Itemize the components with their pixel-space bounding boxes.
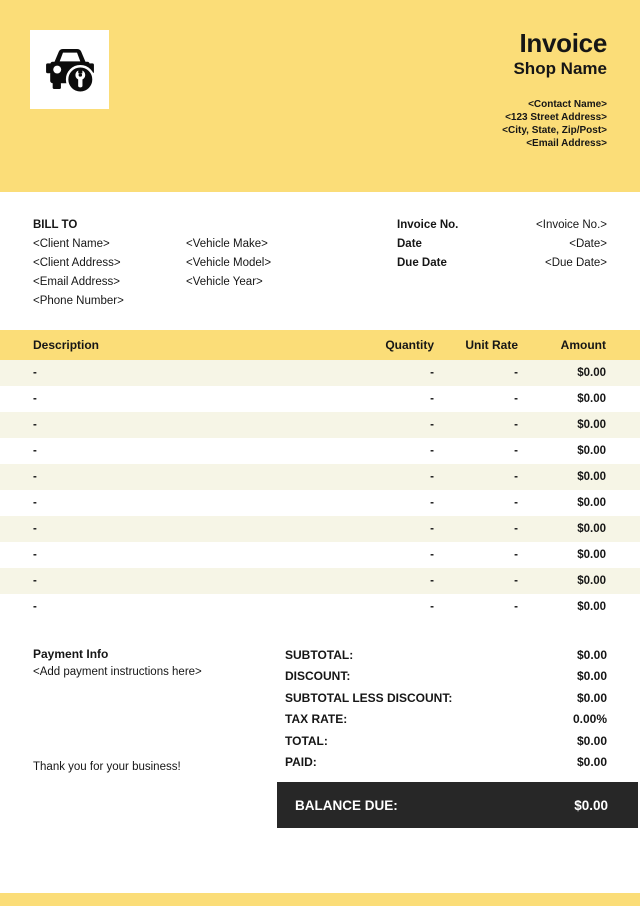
table-row (0, 464, 640, 490)
bill-to-section (0, 192, 640, 330)
invoice-date-label: Date (397, 238, 422, 250)
shop-name: Shop Name (513, 59, 607, 78)
total-value: $0.00 (576, 733, 607, 748)
item-unit-rate: - (514, 445, 518, 457)
item-description: - (33, 523, 37, 535)
item-description: - (33, 575, 37, 587)
subtotal-value: $0.00 (576, 647, 607, 662)
item-amount: $0.00 (577, 393, 606, 405)
subtotal-less-discount-row (285, 687, 607, 709)
paid-label: PAID: (285, 755, 317, 770)
invoice-header (0, 0, 640, 192)
invoice-date-row (397, 235, 607, 254)
item-description: - (33, 497, 37, 509)
vehicle-make-field: <Vehicle Make> (186, 238, 268, 250)
client-column (33, 216, 186, 330)
item-unit-rate: - (514, 523, 518, 535)
item-description: - (33, 419, 37, 431)
subtotal-label: SUBTOTAL: (285, 647, 354, 662)
item-amount: $0.00 (577, 549, 606, 561)
subtotal-less-discount-label: SUBTOTAL LESS DISCOUNT: (285, 690, 453, 705)
item-unit-rate: - (514, 497, 518, 509)
item-quantity: - (430, 601, 434, 613)
client-email-field: <Email Address> (33, 276, 120, 288)
item-amount: $0.00 (577, 523, 606, 535)
balance-due-value: $0.00 (574, 797, 608, 813)
shop-logo (30, 30, 109, 109)
due-date-label: Due Date (397, 257, 447, 269)
contact-name: <Contact Name> (528, 99, 607, 110)
table-row (0, 412, 640, 438)
item-quantity: - (430, 419, 434, 431)
tax-rate-row (285, 709, 607, 731)
item-amount: $0.00 (577, 445, 606, 457)
balance-due-label: BALANCE DUE: (295, 797, 398, 813)
item-amount: $0.00 (577, 497, 606, 509)
bill-to-label: BILL TO (33, 219, 78, 231)
thank-you-note: Thank you for your business! (33, 761, 181, 773)
header-text (502, 28, 607, 150)
subtotal-row (285, 644, 607, 666)
table-header-row (0, 330, 640, 360)
item-unit-rate: - (514, 601, 518, 613)
table-row (0, 594, 640, 620)
item-quantity: - (430, 471, 434, 483)
invoice-meta (397, 216, 607, 330)
item-amount: $0.00 (577, 471, 606, 483)
invoice-number-row (397, 216, 607, 235)
item-quantity: - (430, 575, 434, 587)
item-description: - (33, 367, 37, 379)
discount-label: DISCOUNT: (285, 669, 351, 684)
city-state-zip: <City, State, Zip/Post> (502, 125, 607, 136)
table-row (0, 516, 640, 542)
tax-rate-value: 0.00% (572, 712, 607, 727)
column-header-quantity: Quantity (344, 330, 434, 360)
payment-instructions: <Add payment instructions here> (33, 666, 202, 678)
subtotal-less-discount-value: $0.00 (576, 690, 607, 705)
shop-contact-block (502, 98, 607, 150)
column-header-amount: Amount (518, 330, 640, 360)
vehicle-column (186, 216, 397, 330)
due-date-value: <Due Date> (544, 257, 607, 269)
table-row (0, 386, 640, 412)
total-row (285, 730, 607, 752)
table-row (0, 490, 640, 516)
table-row (0, 568, 640, 594)
table-row (0, 542, 640, 568)
paid-row (285, 752, 607, 774)
page-title: Invoice (519, 28, 607, 58)
car-wrench-icon (37, 37, 103, 103)
item-amount: $0.00 (577, 575, 606, 587)
footer-accent-bar (0, 893, 640, 906)
street-address: <123 Street Address> (505, 112, 607, 123)
item-description: - (33, 471, 37, 483)
discount-row (285, 666, 607, 688)
client-name-field: <Client Name> (33, 238, 110, 250)
table-row (0, 438, 640, 464)
client-address-field: <Client Address> (33, 257, 121, 269)
totals-block (285, 644, 607, 773)
client-phone-field: <Phone Number> (33, 295, 124, 307)
payment-info (33, 644, 202, 681)
item-quantity: - (430, 393, 434, 405)
balance-due-bar (277, 782, 638, 828)
column-header-unit-rate: Unit Rate (434, 330, 518, 360)
column-header-description: Description (0, 330, 344, 360)
line-items-table (0, 330, 640, 620)
tax-rate-label: TAX RATE: (285, 712, 348, 727)
item-description: - (33, 393, 37, 405)
total-label: TOTAL: (285, 733, 328, 748)
item-unit-rate: - (514, 393, 518, 405)
item-description: - (33, 549, 37, 561)
item-amount: $0.00 (577, 367, 606, 379)
invoice-date-value: <Date> (569, 238, 607, 250)
due-date-row (397, 254, 607, 273)
payment-info-title: Payment Info (33, 647, 109, 661)
paid-value: $0.00 (576, 755, 607, 770)
summary-section (0, 620, 640, 893)
item-quantity: - (430, 523, 434, 535)
invoice-number-label: Invoice No. (397, 219, 459, 231)
item-description: - (33, 601, 37, 613)
vehicle-model-field: <Vehicle Model> (186, 257, 272, 269)
item-unit-rate: - (514, 419, 518, 431)
item-description: - (33, 445, 37, 457)
item-quantity: - (430, 445, 434, 457)
email-address: <Email Address> (526, 138, 607, 149)
table-row (0, 360, 640, 386)
item-quantity: - (430, 367, 434, 379)
item-quantity: - (430, 497, 434, 509)
invoice-number-value: <Invoice No.> (536, 219, 607, 231)
item-unit-rate: - (514, 471, 518, 483)
item-unit-rate: - (514, 367, 518, 379)
item-amount: $0.00 (577, 419, 606, 431)
item-amount: $0.00 (577, 601, 606, 613)
item-unit-rate: - (514, 575, 518, 587)
item-quantity: - (430, 549, 434, 561)
discount-value: $0.00 (576, 669, 607, 684)
item-unit-rate: - (514, 549, 518, 561)
vehicle-year-field: <Vehicle Year> (186, 276, 263, 288)
